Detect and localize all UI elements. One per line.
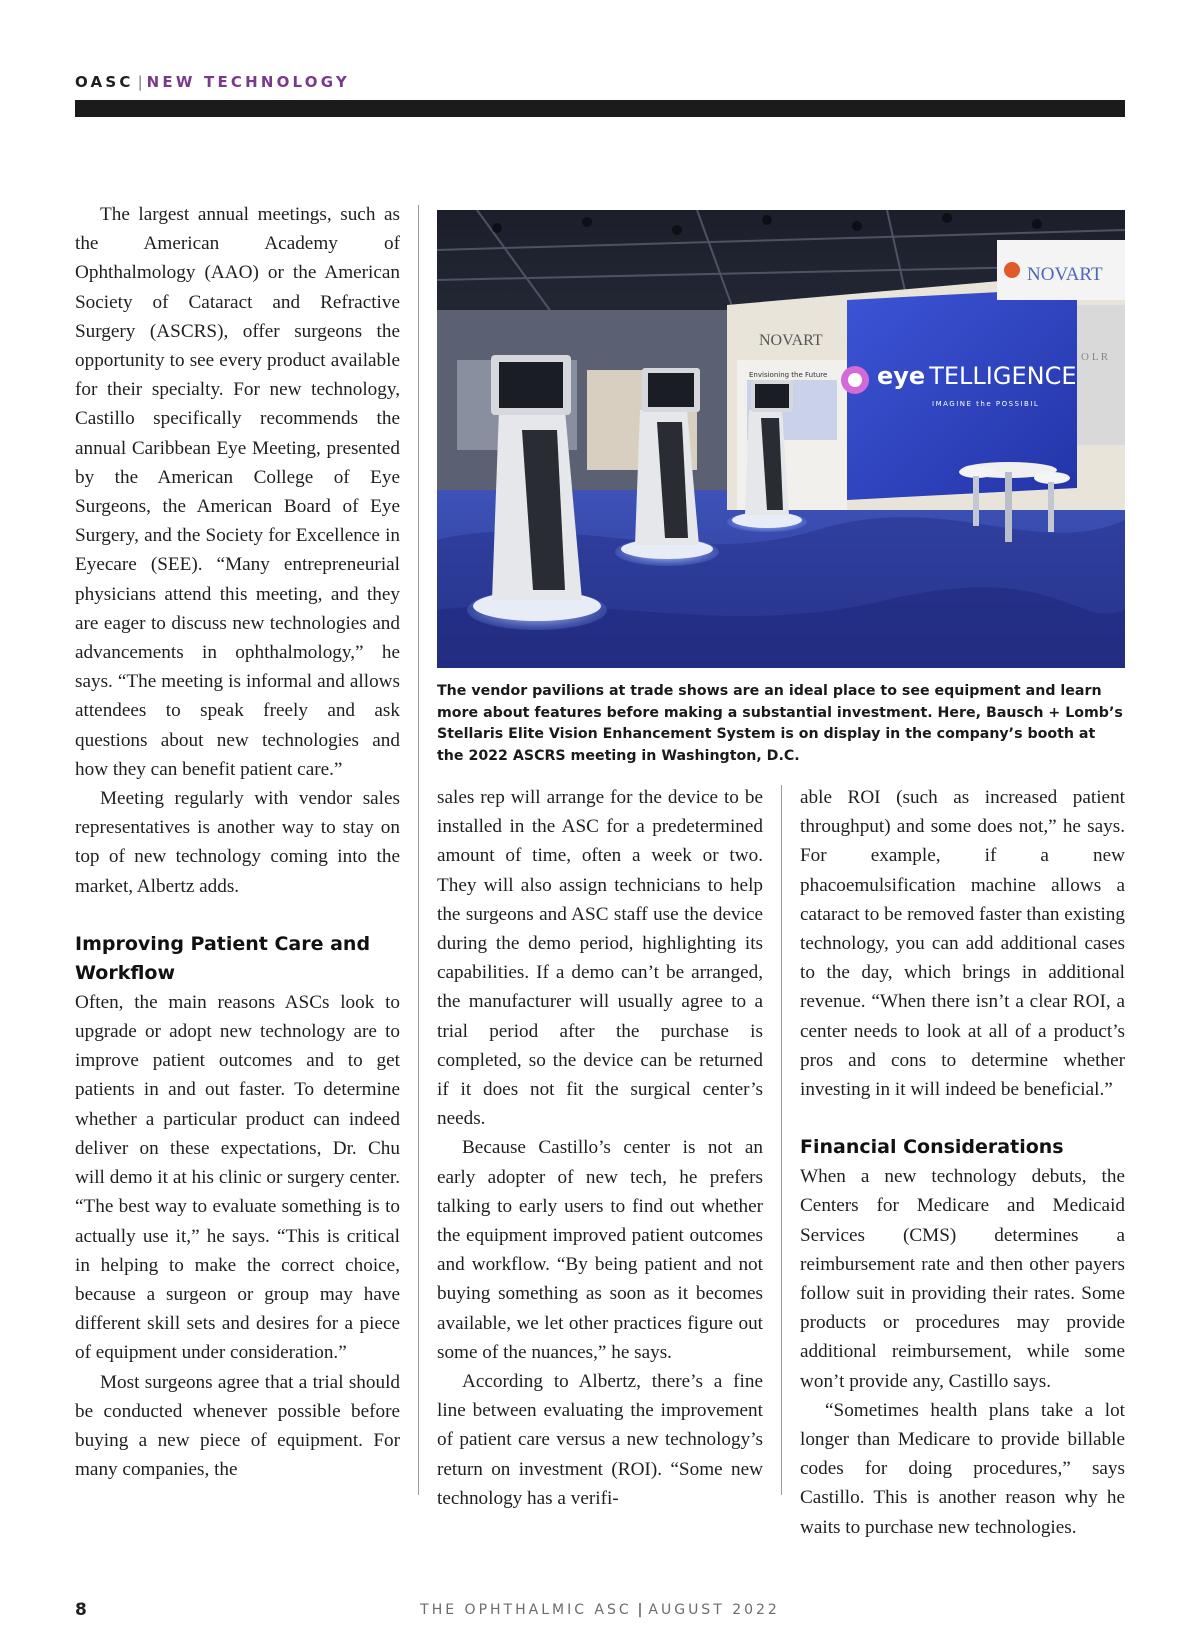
subheading-improving-patient-care: Improving Patient Care and Workflow	[75, 932, 371, 984]
column-divider	[418, 205, 419, 1495]
booth-brand-left: NOVART	[759, 332, 823, 349]
footer-separator: |	[637, 1602, 643, 1618]
paragraph: “Sometimes health plans take a lot longer than Medicare to provide billable codes for doing procedures,” says Castillo. This is another reason why he waits to purchase new technologies.	[800, 1399, 1125, 1538]
paragraph: Meeting regularly with vendor sales representatives is another way to stay on top of new technology coming into the market, Albertz adds.	[75, 788, 400, 897]
eyetelligence-logo	[877, 362, 1076, 390]
paragraph: The largest annual meetings, such as the American Academy of Ophthalmology (AAO) or the American Society of Cataract and Refractive Surgery (ASCRS), offer surgeons the opportunity to see every product available for their specialty. For new technology, Castillo specifically recommends the annual Caribbean Eye Meeting, presented by the American College of Eye Surgeons, the American Board of Eye Surgery, and the Society for Excellence in Eyecare (SEE). “Many entrepreneurial physicians attend this meeting, and they are eager to discuss new technologies and advancements in ophthalmology,” he says. “The meeting is informal and allows attendees to speak freely and ask questions about new technologies and how they can benefit patient care.”	[75, 204, 400, 780]
footer-issue: AUGUST 2022	[648, 1602, 780, 1618]
footer-publication: THE OPHTHALMIC ASC	[420, 1602, 632, 1618]
header-rule	[75, 100, 1125, 117]
paragraph: Most surgeons agree that a trial should be conducted whenever possible before buying a new piece of equipment. For many companies, the	[75, 1371, 400, 1481]
photo-caption: The vendor pavilions at trade shows are an ideal place to see equipment and learn more about features before making a substantial investment. Here, Bausch + Lomb’s Stellaris Elite Vision Enhancement System is on display in the company’s booth at the 2022 ASCRS meeting in Washington, D.C.	[437, 683, 1123, 764]
paragraph: sales rep will arrange for the device to be installed in the ASC for a predetermined amount of time, often a week or two. They will also assign technicians to help the surgeons and ASC staff use the device during the demo period, highlighting its capabilities. If a demo can’t be arranged, the manufacturer will usually agree to a trial period after the purchase is completed, so the device can be returned if it does not fit the surgical center’s needs.	[437, 787, 763, 1130]
header-separator: |	[137, 73, 143, 91]
column-divider	[781, 785, 782, 1495]
article-column-1	[75, 200, 400, 1484]
paragraph: able ROI (such as increased patient throughput) and some does not,” he says. For example, if a new phacoemulsification machine allows a cataract to be removed faster than existing technology, you can add additional cases to the day, which brings in additional revenue. “When there isn’t a clear ROI, a center needs to look at all of a product’s pros and cons to determine whether investing in it will indeed be beneficial.”	[800, 787, 1125, 1101]
booth-side-text: O L R	[1081, 351, 1109, 363]
paragraph: Often, the main reasons ASCs look to upgrade or adopt new technology are to improve patient outcomes and to get patients in and out faster. To determine whether a particular product can indeed deliver on these expectations, Dr. Chu will demo it at his clinic or surgery center. “The best way to evaluate something is to actually use it,” he says. “This is critical in helping to make the correct choice, because a surgeon or group may have different skill sets and desires for a piece of equipment under consideration.”	[75, 991, 400, 1364]
running-head	[75, 73, 350, 91]
booth-brand-main: NOVART	[1027, 264, 1103, 285]
section-spacer	[800, 1104, 1125, 1133]
logo-rest: TELLIGENCE	[929, 362, 1077, 390]
article-column-2	[437, 783, 763, 1513]
panel-text: Envisioning the Future	[749, 371, 828, 379]
logo-eye: eye	[877, 362, 926, 390]
booth-tagline: IMAGINE the POSSIBIL	[932, 400, 1040, 408]
subheading-financial-considerations: Financial Considerations	[800, 1136, 1064, 1159]
article-column-3	[800, 783, 1125, 1542]
paragraph: According to Albertz, there’s a fine line between evaluating the improvement of patient care versus a new technology’s return on investment (ROI). “Some new technology has a verifi-	[437, 1371, 763, 1509]
section-spacer	[75, 901, 400, 930]
paragraph: When a new technology debuts, the Centers for Medicare and Medicaid Services (CMS) determines a reimbursement rate and then other payers follow suit in providing their rates. Some products or procedures may provide additional reimbursement, while some won’t provide any, Castillo says.	[800, 1166, 1125, 1392]
publication-short: OASC	[75, 73, 134, 91]
running-footer	[0, 1602, 1200, 1618]
booth-photo	[437, 210, 1125, 668]
paragraph: Because Castillo’s center is not an early adopter of new tech, he prefers talking to early users to find out whether the equipment improved patient outcomes and workflow. “By being patient and not buying something as soon as it becomes available, we let other practices figure out some of the nuances,” he says.	[437, 1137, 763, 1363]
section-label: NEW TECHNOLOGY	[146, 73, 350, 91]
page-number: 8	[75, 1600, 87, 1620]
